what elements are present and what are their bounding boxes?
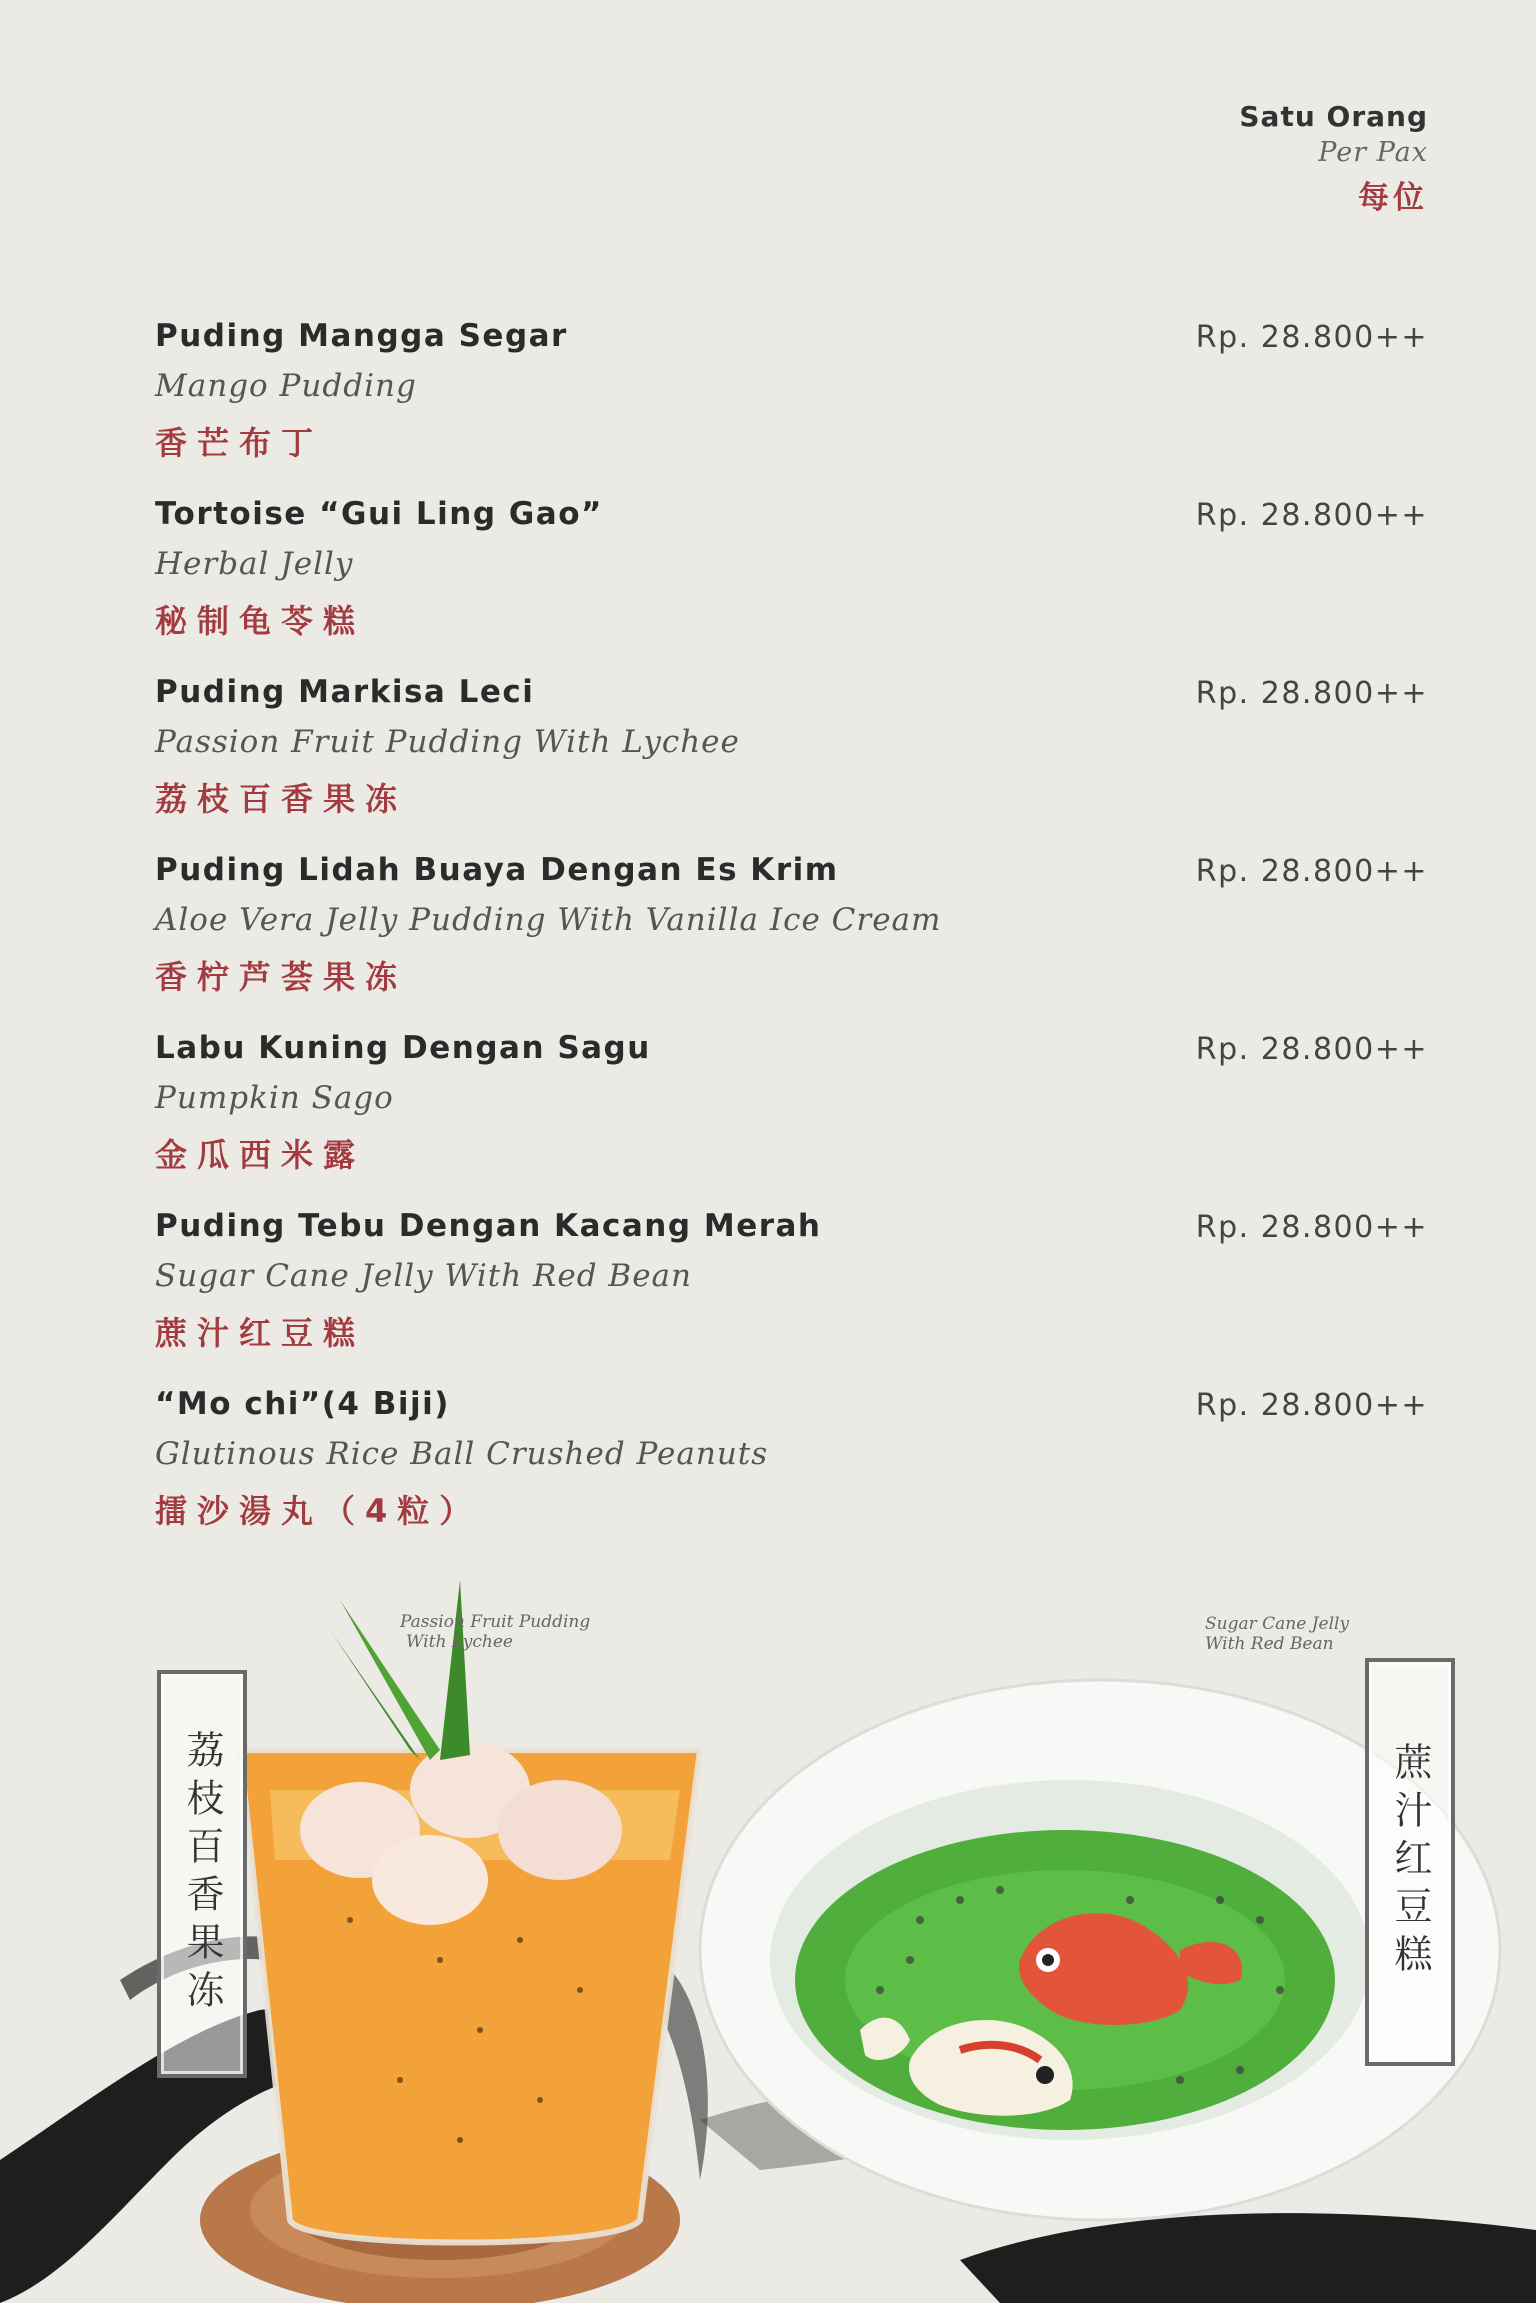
item-price: Rp. 28.800++	[1195, 1032, 1428, 1067]
price-header	[1239, 100, 1428, 217]
menu-item	[155, 318, 1428, 496]
lychee-pudding-photo	[180, 1560, 740, 2303]
menu-item	[155, 674, 1428, 852]
item-english-name: Mango Pudding	[155, 368, 417, 404]
item-name: Puding Tebu Dengan Kacang Merah	[155, 1208, 822, 1244]
dessert-menu-list	[155, 318, 1428, 1564]
item-price: Rp. 28.800++	[1195, 854, 1428, 889]
left-photo-caption: Passion Fruit Pudding With Lychee	[400, 1612, 591, 1652]
item-english-name: Passion Fruit Pudding With Lychee	[155, 724, 740, 760]
item-chinese-name: 荔枝百香果冻	[155, 780, 408, 818]
left-vertical-label: 荔枝百香果冻	[157, 1670, 247, 2078]
right-photo-caption: Sugar Cane Jelly With Red Bean	[1205, 1614, 1350, 1654]
item-price: Rp. 28.800++	[1195, 320, 1428, 355]
item-english-name: Pumpkin Sago	[155, 1080, 394, 1116]
item-price: Rp. 28.800++	[1195, 1388, 1428, 1423]
item-english-name: Aloe Vera Jelly Pudding With Vanilla Ice Cream	[155, 902, 942, 938]
header-per-pax-en: Per Pax	[1318, 137, 1428, 168]
item-english-name: Herbal Jelly	[155, 546, 354, 582]
item-english-name: Glutinous Rice Ball Crushed Peanuts	[155, 1436, 769, 1472]
item-price: Rp. 28.800++	[1195, 498, 1428, 533]
item-name: Puding Markisa Leci	[155, 674, 535, 710]
header-per-pax-zh: 每位	[1358, 180, 1428, 216]
item-price: Rp. 28.800++	[1195, 1210, 1428, 1245]
menu-item	[155, 1030, 1428, 1208]
item-name: Puding Mangga Segar	[155, 318, 568, 354]
dessert-photo-area	[0, 1560, 1536, 2303]
menu-item	[155, 852, 1428, 1030]
item-chinese-name: 香芒布丁	[155, 424, 324, 462]
item-name: Puding Lidah Buaya Dengan Es Krim	[155, 852, 839, 888]
item-chinese-name: 擂沙湯丸（4粒）	[155, 1492, 482, 1530]
item-english-name: Sugar Cane Jelly With Red Bean	[155, 1258, 693, 1294]
item-chinese-name: 香柠芦荟果冻	[155, 958, 408, 996]
item-chinese-name: 蔗汁红豆糕	[155, 1314, 366, 1352]
menu-item	[155, 1208, 1428, 1386]
item-chinese-name: 秘制龟苓糕	[155, 602, 366, 640]
item-chinese-name: 金瓜西米露	[155, 1136, 366, 1174]
header-per-pax-id: Satu Orang	[1239, 100, 1428, 133]
right-vertical-label: 蔗汁红豆糕	[1365, 1658, 1455, 2066]
item-price: Rp. 28.800++	[1195, 676, 1428, 711]
menu-item	[155, 496, 1428, 674]
item-name: “Mo chi”(4 Biji)	[155, 1386, 450, 1422]
item-name: Labu Kuning Dengan Sagu	[155, 1030, 651, 1066]
item-name: Tortoise “Gui Ling Gao”	[155, 496, 603, 532]
menu-item	[155, 1386, 1428, 1564]
